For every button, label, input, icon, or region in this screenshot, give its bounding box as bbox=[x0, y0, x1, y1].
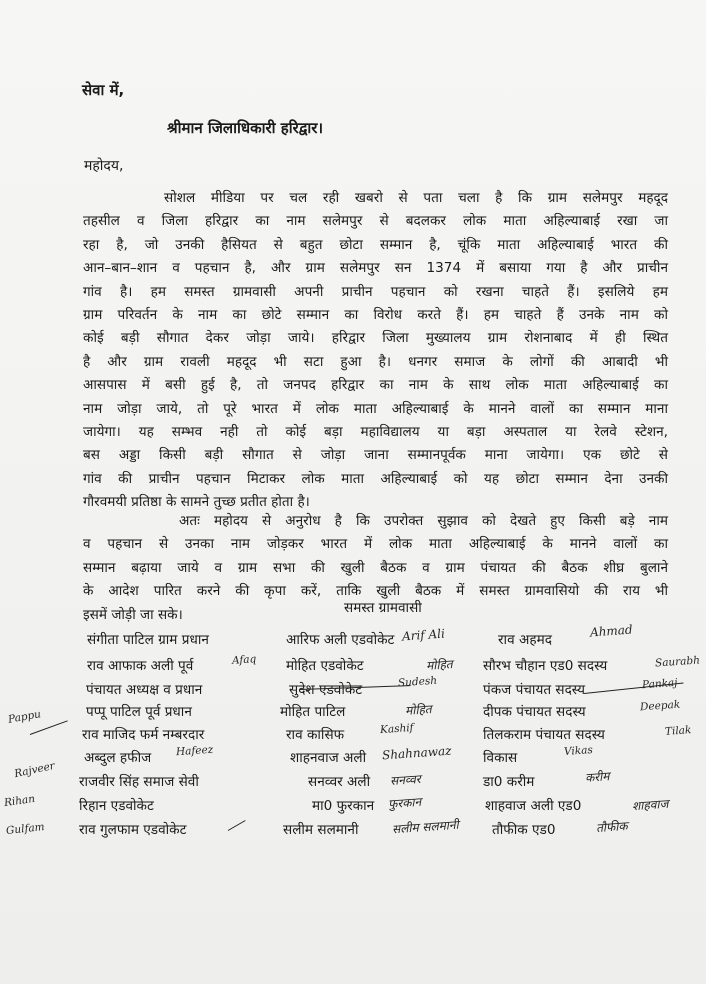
signatory-name: राजवीर सिंह समाज सेवी bbox=[79, 774, 199, 790]
signatory-row bbox=[0, 676, 706, 701]
paragraph-line: ग्राम परिवर्तन के नाम का छोटे सम्मान का विरोध करते हैं। हम चाहते हैं उनके नाम को bbox=[83, 307, 668, 324]
paragraph-line: है और ग्राम रावली महदूद भी सटा हुआ है। धनगर समाज के लोगों की आबादी भी bbox=[83, 353, 668, 370]
paragraph-line: गांव है। हम समस्त ग्रामवासी अपनी प्राचीन पहचान को रखना चाहते हैं। इसलिये हम bbox=[83, 283, 668, 300]
signatory-name: सनव्वर अली bbox=[308, 774, 371, 790]
addressee: श्रीमान जिलाधिकारी हरिद्वार। bbox=[167, 119, 324, 137]
signatory-name: तौफीक एड0 bbox=[492, 822, 556, 838]
handwritten-signature: Arif Ali bbox=[401, 626, 446, 644]
handwritten-signature: मोहित bbox=[404, 702, 433, 718]
handwritten-signature: मोहित bbox=[425, 657, 454, 673]
signatory-name: राव अहमद bbox=[498, 632, 552, 648]
handwritten-signature: Saurabh bbox=[654, 654, 701, 670]
paragraph-line: सोशल मीडिया पर चल रही खबरो से पता चला है कि ग्राम सलेमपुर महदूद bbox=[164, 190, 668, 206]
handwritten-signature: Pankaj bbox=[641, 676, 678, 692]
paragraph-line: बस अड्डा किसी बड़ी सौगात से जोड़ा जाना सम्मानपूर्वक माना जायेगा। एक छोटे से bbox=[83, 447, 668, 464]
paragraph-line: अतः महोदय से अनुरोध है कि उपरोक्त सुझाव को देखते हुए किसी बड़े नाम bbox=[179, 513, 668, 529]
paragraph-line: कोई बड़ी सौगात देकर जोड़ा जाये। हरिद्वार जिला मुख्यालय ग्राम रोशनाबाद में ही स्थित bbox=[83, 330, 668, 347]
signatory-name: आरिफ अली एडवोकेट bbox=[286, 632, 395, 648]
salutation: सेवा में, bbox=[82, 81, 125, 99]
signatory-name: सुदेश एडवोकेट bbox=[289, 682, 363, 698]
handwritten-signature: फुरकान bbox=[387, 794, 422, 812]
signatory-name: मा0 फुरकान bbox=[312, 798, 375, 814]
signatory-name: पप्पू पाटिल पूर्व प्रधान bbox=[86, 704, 192, 720]
signatory-name: पंकज पंचायत सदस्य bbox=[483, 682, 585, 698]
paragraph-line: सम्मान बढ़ाया जाये व ग्राम सभा की खुली बैठक व ग्राम पंचायत की बैठक शीघ्र बुलाने bbox=[83, 559, 668, 576]
handwritten-signature: Vikas bbox=[563, 744, 594, 758]
signatory-name: सलीम सलमानी bbox=[283, 822, 359, 838]
paragraph-line: नाम जोड़ा जाये, तो पूरे भारत में लोक माता अहिल्याबाई के मानने वालों का सम्मान माना bbox=[83, 400, 668, 417]
handwritten-signature: सलीम सलमानी bbox=[391, 817, 460, 837]
signatory-name: रिहान एडवोकेट bbox=[79, 798, 154, 814]
signatory-name: मोहित पाटिल bbox=[280, 704, 346, 720]
signatory-name: राव माजिद फर्म नम्बरदार bbox=[82, 727, 205, 743]
handwritten-signature: शाहवाज bbox=[631, 796, 669, 814]
paragraph-line: जायेगा। यह सम्भव नही तो कोई बड़ा महाविद्यालय या बड़ा अस्पताल या रेलवे स्टेशन, bbox=[83, 424, 668, 441]
paragraph-line: के आदेश पारित करने की कृपा करें, ताकि खुली बैठक में समस्त ग्रामवासियो की राय भी bbox=[83, 583, 668, 600]
handwritten-signature: Afaq bbox=[231, 653, 257, 667]
handwritten-signature: Tilak bbox=[664, 724, 692, 738]
paragraph-line: गौरवमयी प्रतिष्ठा के सामने तुच्छ प्रतीत होता है। bbox=[83, 494, 310, 511]
paragraph-line: गांव की प्राचीन पहचान मिटाकर लोक माता अहिल्याबाई को यह छोटा सम्मान देना उनकी bbox=[83, 470, 668, 487]
handwritten-signature: Deepak bbox=[639, 698, 681, 714]
paragraph-line: आन–बान–शान व पहचान है, और ग्राम सलेमपुर सन 1374 में बसाया गया है और प्राचीन bbox=[83, 260, 668, 277]
signatory-name: सौरभ चौहान एड0 सदस्य bbox=[483, 658, 608, 674]
handwritten-signature: Ahmad bbox=[589, 622, 634, 640]
handwritten-signature: Rajveer bbox=[13, 759, 56, 781]
signoff: समस्त ग्रामवासी bbox=[344, 600, 422, 616]
signatory-name: राव कासिफ bbox=[286, 727, 345, 743]
handwritten-signature: Pappu bbox=[7, 708, 42, 726]
signatory-name: डा0 करीम bbox=[483, 774, 535, 790]
handwritten-signature: करीम bbox=[584, 769, 610, 785]
body-paragraph-1 bbox=[83, 187, 668, 515]
signatory-name: शाहनवाज अली bbox=[290, 750, 367, 766]
paragraph-line: रहा है, जो उनकी हैसियत से बहुत छोटा सम्मान है, चूंकि माता अहिल्याबाई भारत की bbox=[83, 236, 668, 253]
signatory-name: शाहवाज अली एड0 bbox=[485, 798, 582, 814]
signatory-name: तिलकराम पंचायत सदस्य bbox=[483, 727, 605, 743]
signatory-row bbox=[0, 698, 706, 723]
signatory-name: राव गुलफाम एडवोकेट bbox=[79, 822, 187, 838]
handwritten-signature: Shahnawaz bbox=[381, 743, 452, 763]
handwritten-signature: तौफीक bbox=[595, 818, 629, 836]
handwritten-signature: Sudesh bbox=[397, 674, 438, 690]
handwritten-signature: Gulfam bbox=[5, 821, 46, 837]
handwritten-signature: Hafeez bbox=[175, 743, 214, 759]
signatory-name: पंचायत अध्यक्ष व प्रधान bbox=[86, 682, 203, 698]
paragraph-line: आसपास में बसी हुई है, तो जनपद हरिद्वार का नाम के साथ लोक माता अहिल्याबाई का bbox=[83, 377, 668, 394]
signatory-name: दीपक पंचायत सदस्य bbox=[483, 704, 586, 720]
signatory-row bbox=[0, 792, 706, 817]
signatory-row bbox=[0, 747, 706, 769]
paragraph-line: व पहचान से उनका नाम जोड़कर भारत में लोक माता अहिल्याबाई के मानने वालों का bbox=[83, 536, 668, 553]
paragraph-line: इसमें जोड़ी जा सके। bbox=[83, 606, 183, 623]
signatory-name: राव आफाक अली पूर्व bbox=[87, 658, 194, 674]
handwritten-signature: Rihan bbox=[3, 792, 36, 810]
signatory-name: संगीता पाटिल ग्राम प्रधान bbox=[87, 632, 209, 648]
signatory-row bbox=[0, 721, 706, 746]
signatory-name: मोहित एडवोकेट bbox=[286, 658, 364, 674]
greeting: महोदय, bbox=[84, 158, 124, 174]
paragraph-line: तहसील व जिला हरिद्वार का नाम सलेमपुर से बदलकर लोक माता अहिल्याबाई रखा जा bbox=[83, 213, 668, 230]
signatory-name: विकास bbox=[483, 750, 518, 766]
handwritten-signature: सनव्वर bbox=[389, 771, 422, 789]
signatory-name: अब्दुल हफीज bbox=[84, 750, 152, 766]
signatory-row bbox=[0, 655, 706, 677]
handwritten-signature: Kashif bbox=[379, 721, 414, 737]
